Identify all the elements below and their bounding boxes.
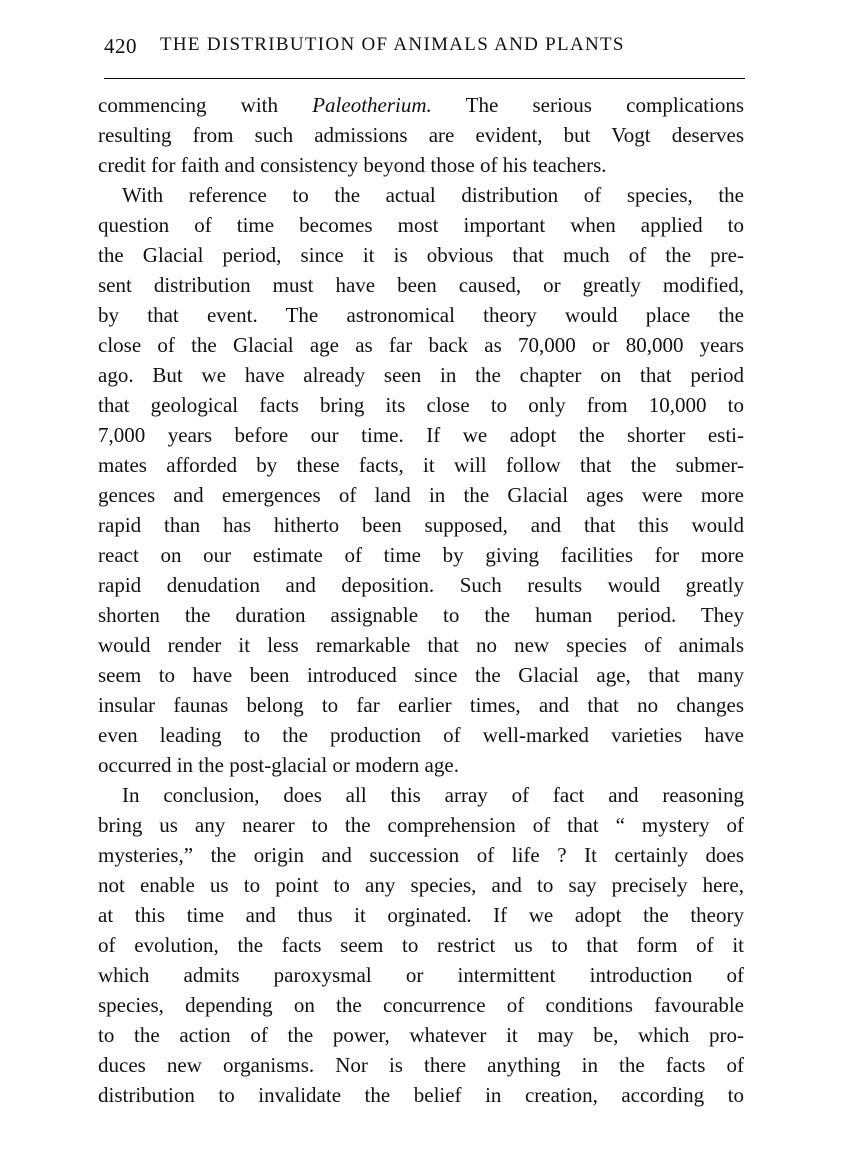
text-line: 7,000 years before our time. If we adopt the shorter esti- (98, 423, 744, 447)
text-line: react on our estimate of time by giving facilities for more (98, 543, 744, 567)
text-line: of evolution, the facts seem to restrict us to that form of it (98, 933, 744, 957)
text-line: by that event. The astronomical theory would place the (98, 303, 744, 327)
text-line: even leading to the production of well-marked varieties have (98, 723, 744, 747)
text-line: commencing with Paleotherium. The serious complications (98, 93, 744, 117)
text-line: rapid denudation and deposition. Such results would greatly (98, 573, 744, 597)
text-line: species, depending on the concurrence of conditions favourable (98, 993, 744, 1017)
text-line: shorten the duration assignable to the human period. They (98, 603, 744, 627)
text-line: mysteries,” the origin and succession of life ? It certainly does (98, 843, 744, 867)
italic-term: Paleotherium. (312, 93, 432, 117)
text-line: duces new organisms. Nor is there anything in the facts of (98, 1053, 744, 1077)
text-line: the Glacial period, since it is obvious that much of the pre- (98, 243, 744, 267)
text-line: would render it less remarkable that no new species of animals (98, 633, 744, 657)
text-line: In conclusion, does all this array of fact and reasoning (122, 783, 744, 807)
text-line: question of time becomes most important when applied to (98, 213, 744, 237)
text-line: credit for faith and consistency beyond those of his teachers. (98, 153, 607, 177)
text-line: resulting from such admissions are evident, but Vogt deserves (98, 123, 744, 147)
body-text (98, 90, 744, 1110)
paragraph-1 (98, 90, 744, 180)
header-rule (104, 78, 745, 79)
text-line: rapid than has hitherto been supposed, and that this would (98, 513, 744, 537)
page-header (104, 34, 744, 64)
paragraph-3 (98, 780, 744, 1110)
text-line: at this time and thus it orginated. If we adopt the theory (98, 903, 744, 927)
text-line: bring us any nearer to the comprehension of that “ mystery of (98, 813, 744, 837)
text-line: close of the Glacial age as far back as 70,000 or 80,000 years (98, 333, 744, 357)
text-line: which admits paroxysmal or intermittent introduction of (98, 963, 744, 987)
text-line: With reference to the actual distribution of species, the (122, 183, 744, 207)
text-line: distribution to invalidate the belief in creation, according to (98, 1083, 744, 1107)
text-line: insular faunas belong to far earlier times, and that no changes (98, 693, 744, 717)
text-line: occurred in the post-glacial or modern age. (98, 753, 459, 777)
text-line: sent distribution must have been caused, or greatly modified, (98, 273, 744, 297)
text-line: ago. But we have already seen in the chapter on that period (98, 363, 744, 387)
text-line: to the action of the power, whatever it may be, which pro- (98, 1023, 744, 1047)
text-line: that geological facts bring its close to only from 10,000 to (98, 393, 744, 417)
page-number: 420 (104, 34, 137, 58)
text-line: seem to have been introduced since the Glacial age, that many (98, 663, 744, 687)
text-line: not enable us to point to any species, and to say precisely here, (98, 873, 744, 897)
text-line: gences and emergences of land in the Glacial ages were more (98, 483, 744, 507)
text-line: mates afforded by these facts, it will follow that the submer- (98, 453, 744, 477)
running-head: THE DISTRIBUTION OF ANIMALS AND PLANTS (160, 34, 625, 55)
paragraph-2 (98, 180, 744, 780)
